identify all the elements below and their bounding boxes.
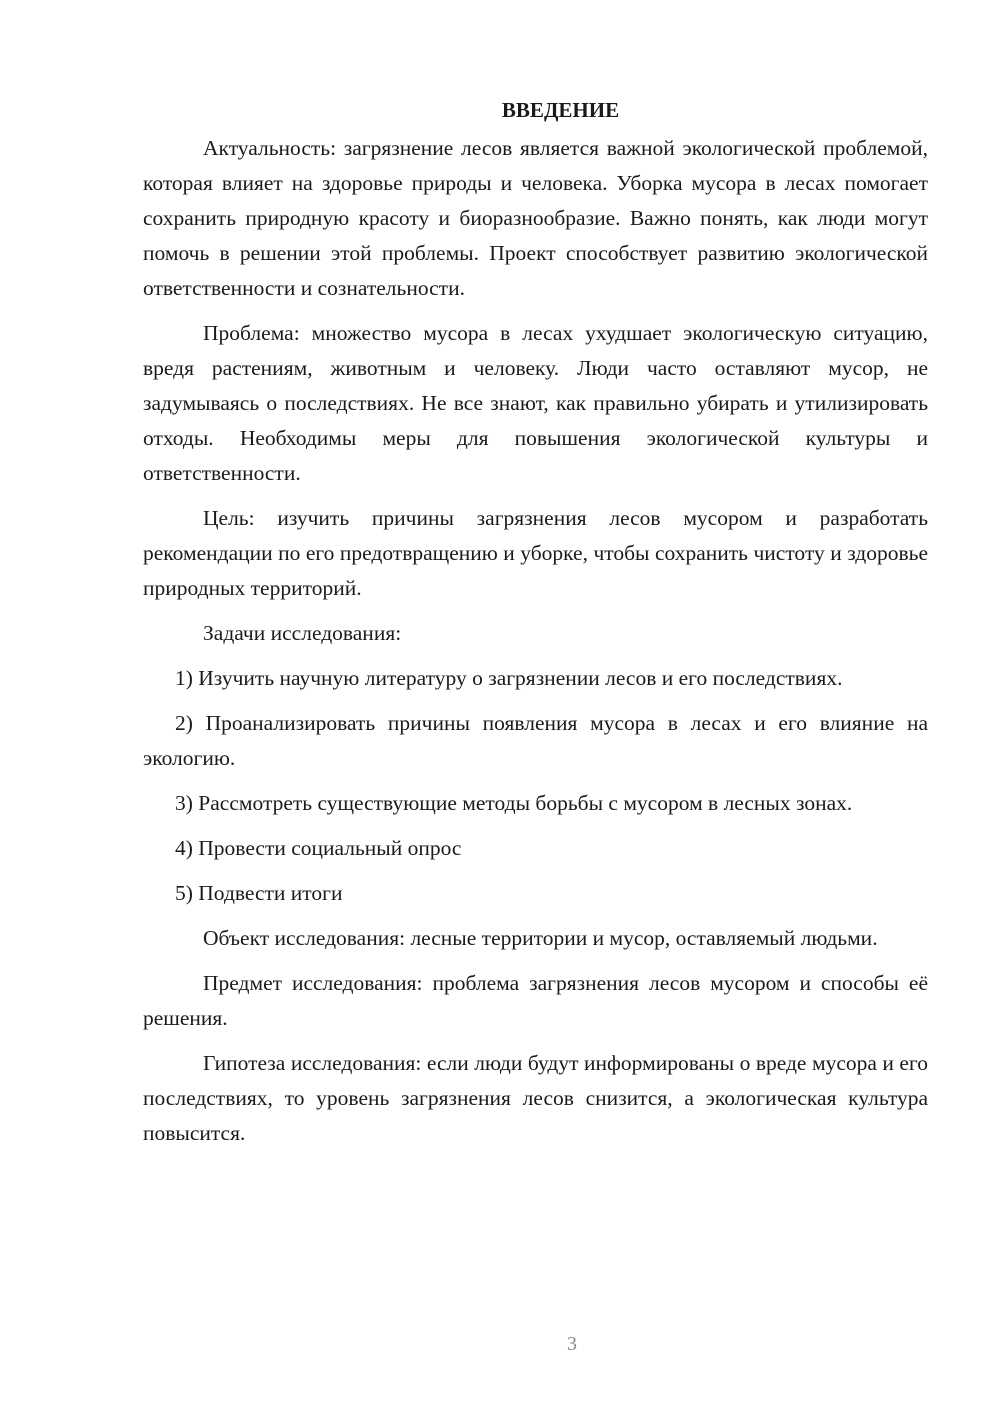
goal-paragraph: Цель: изучить причины загрязнения лесов мусором и разработать рекомендации по его предотвращению и уборке, чтобы сохранить чистоту и здоровье природных территорий. <box>143 506 928 600</box>
document-page <box>143 93 928 1161</box>
object-paragraph: Объект исследования: лесные территории и мусор, оставляемый людьми. <box>203 926 878 950</box>
task-item-5: 5) Подвести итоги <box>175 881 343 905</box>
task-item-1: 1) Изучить научную литературу о загрязнении лесов и его последствиях. <box>175 666 843 690</box>
relevance-paragraph: Актуальность: загрязнение лесов является важной экологической проблемой, которая влияет на здоровье природы и человека. Уборка мусора в лесах помогает сохранить природную красоту и биоразнообразие. Важно понять, как люди могут помочь в решении этой проблемы. Проект способствует развитию экологической ответственности и сознательности. <box>143 136 928 300</box>
task-item-3: 3) Рассмотреть существующие методы борьбы с мусором в лесных зонах. <box>175 791 853 815</box>
task-item-4: 4) Провести социальный опрос <box>175 836 462 860</box>
page-number: 3 <box>567 1333 577 1355</box>
page-title: ВВЕДЕНИЕ <box>501 98 620 122</box>
tasks-heading: Задачи исследования: <box>203 621 402 645</box>
subject-paragraph: Предмет исследования: проблема загрязнения лесов мусором и способы её решения. <box>143 971 928 1030</box>
task-item-2: 2) Проанализировать причины появления мусора в лесах и его влияние на экологию. <box>143 711 928 770</box>
problem-paragraph: Проблема: множество мусора в лесах ухудшает экологическую ситуацию, вредя растениям, животным и человеку. Люди часто оставляют мусор, не задумываясь о последствиях. Не все знают, как правильно убирать и утилизировать отходы. Необходимы меры для повышения экологической культуры и ответственности. <box>143 321 928 485</box>
hypothesis-paragraph: Гипотеза исследования: если люди будут информированы о вреде мусора и его последствиях, то уровень загрязнения лесов снизится, а экологическая культура повысится. <box>143 1051 928 1145</box>
